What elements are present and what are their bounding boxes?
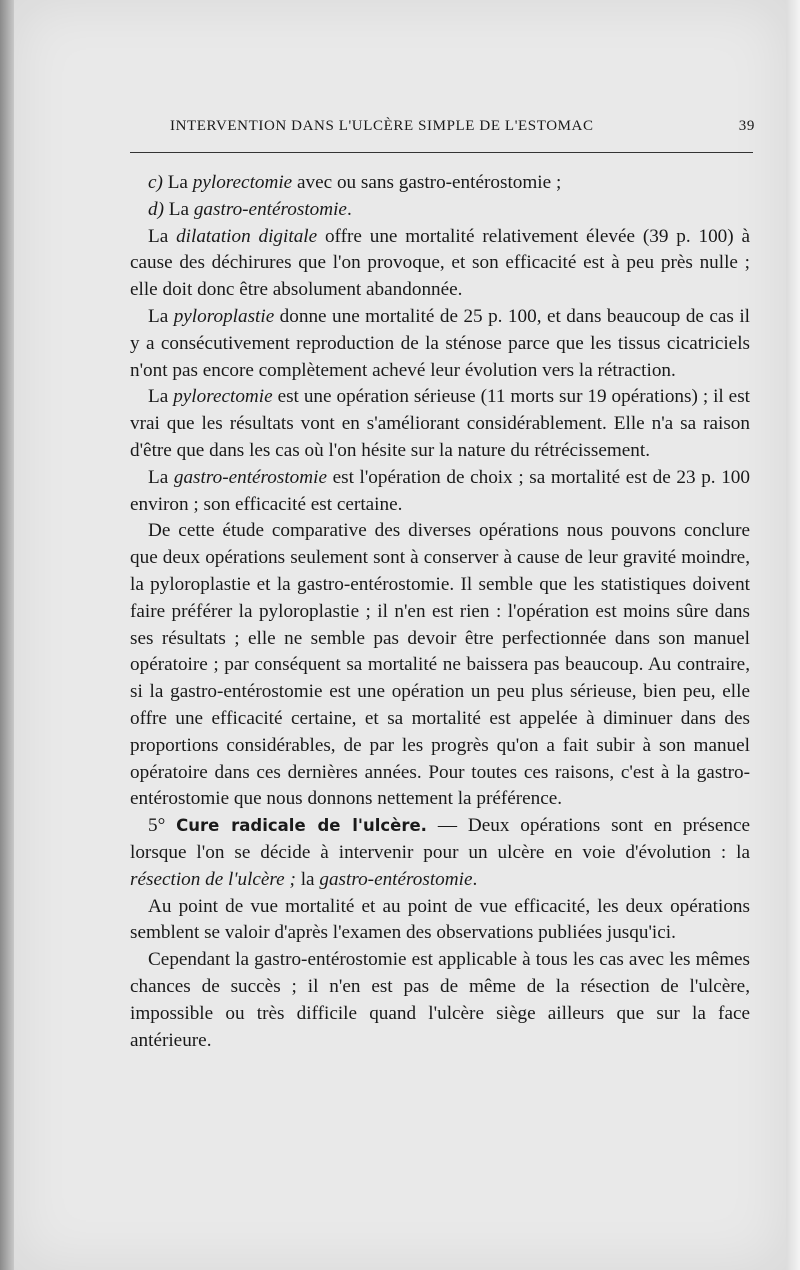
section-heading: Cure radicale de l'ulcère. (176, 816, 427, 836)
term-pylorectomie: pylorectomie (192, 172, 293, 193)
header-rule (130, 152, 753, 153)
paragraph-gastro: La gastro-entérostomie est l'opération de choix ; sa mortalité est de 23 p. 100 environ ; son efficacité est certaine. (130, 466, 750, 515)
paragraph-d: d) La gastro-entérostomie. (148, 198, 352, 220)
body-text (130, 170, 750, 1054)
page-right-edge (786, 0, 800, 1270)
paragraph-mortalite: Au point de vue mortalité et au point de vue efficacité, les deux opérations semblent se valoir d'après l'examen des observations publiées jusqu'ici. (130, 895, 750, 944)
paragraph-conclusion: De cette étude comparative des diverses opérations nous pouvons conclure que deux opérations seulement sont à conserver à cause de leur gravité moindre, la pyloroplastie et la gastro-entérostomie. Il semble que les statistiques doivent faire préférer la pyloroplastie ; il n'en est rien : l'opération est moins sûre dans ses résultats ; elle ne semble pas devoir être perfectionnée dans son manuel opératoire ; par conséquent sa mortalité ne baissera pas beaucoup. Au contraire, si la gastro-entérostomie est une opération un peu plus sérieuse, bien peu, elle offre une efficacité certaine, et sa mortalité est appelée à diminuer dans des proportions considérables, de par les progrès qu'on a fait subir à son manuel opératoire dans ces dernières années. Pour toutes ces raisons, c'est à la gastro-entérostomie que nous donnons nettement la préférence. (130, 520, 750, 810)
paragraph-c: c) La pylorectomie avec ou sans gastro-entérostomie ; (148, 172, 562, 193)
paragraph-pylorectomie: La pylorectomie est une opération sérieuse (11 morts sur 19 opérations) ; il est vrai que les résultats vont en s'améliorant considérablement. Elle n'a sa raison d'être que dans les cas où l'on hésite sur la nature du rétrécissement. (130, 386, 750, 461)
paragraph-cure-radicale: 5° Cure radicale de l'ulcère. — Deux opérations sont en présence lorsque l'on se décide à intervenir pour un ulcère en voie d'évolution : la résection de l'ulcère ; la gastro-entérostomie. (130, 815, 750, 890)
page-header (130, 118, 755, 142)
list-label-c: c) (148, 172, 163, 193)
page-left-edge (0, 0, 14, 1270)
term-gastro-enterostomie: gastro-entérostomie (193, 198, 347, 220)
running-title: INTERVENTION DANS L'ULCÈRE SIMPLE DE L'ESTOMAC (170, 118, 594, 134)
page-number: 39 (738, 118, 755, 134)
paragraph-cependant: Cependant la gastro-entérostomie est applicable à tous les cas avec les mêmes chances de succès ; il n'en est pas de même de la résection de l'ulcère, impossible ou très difficile quand l'ulcère siège ailleurs que sur la face antérieure. (130, 949, 750, 1051)
paragraph-pyloroplastie: La pyloroplastie donne une mortalité de 25 p. 100, et dans beaucoup de cas il y a consécutivement reproduction de la sténose parce que les tissus cicatriciels n'ont pas encore complètement achevé leur évolution vers la rétraction. (130, 305, 750, 381)
paragraph-dilatation: La dilatation digitale offre une mortalité relativement élevée (39 p. 100) à cause des déchirures que l'on provoque, et son efficacité est à peu près nulle ; elle doit donc être absolument abandonnée. (130, 225, 750, 301)
list-label-d: d) (148, 198, 164, 220)
